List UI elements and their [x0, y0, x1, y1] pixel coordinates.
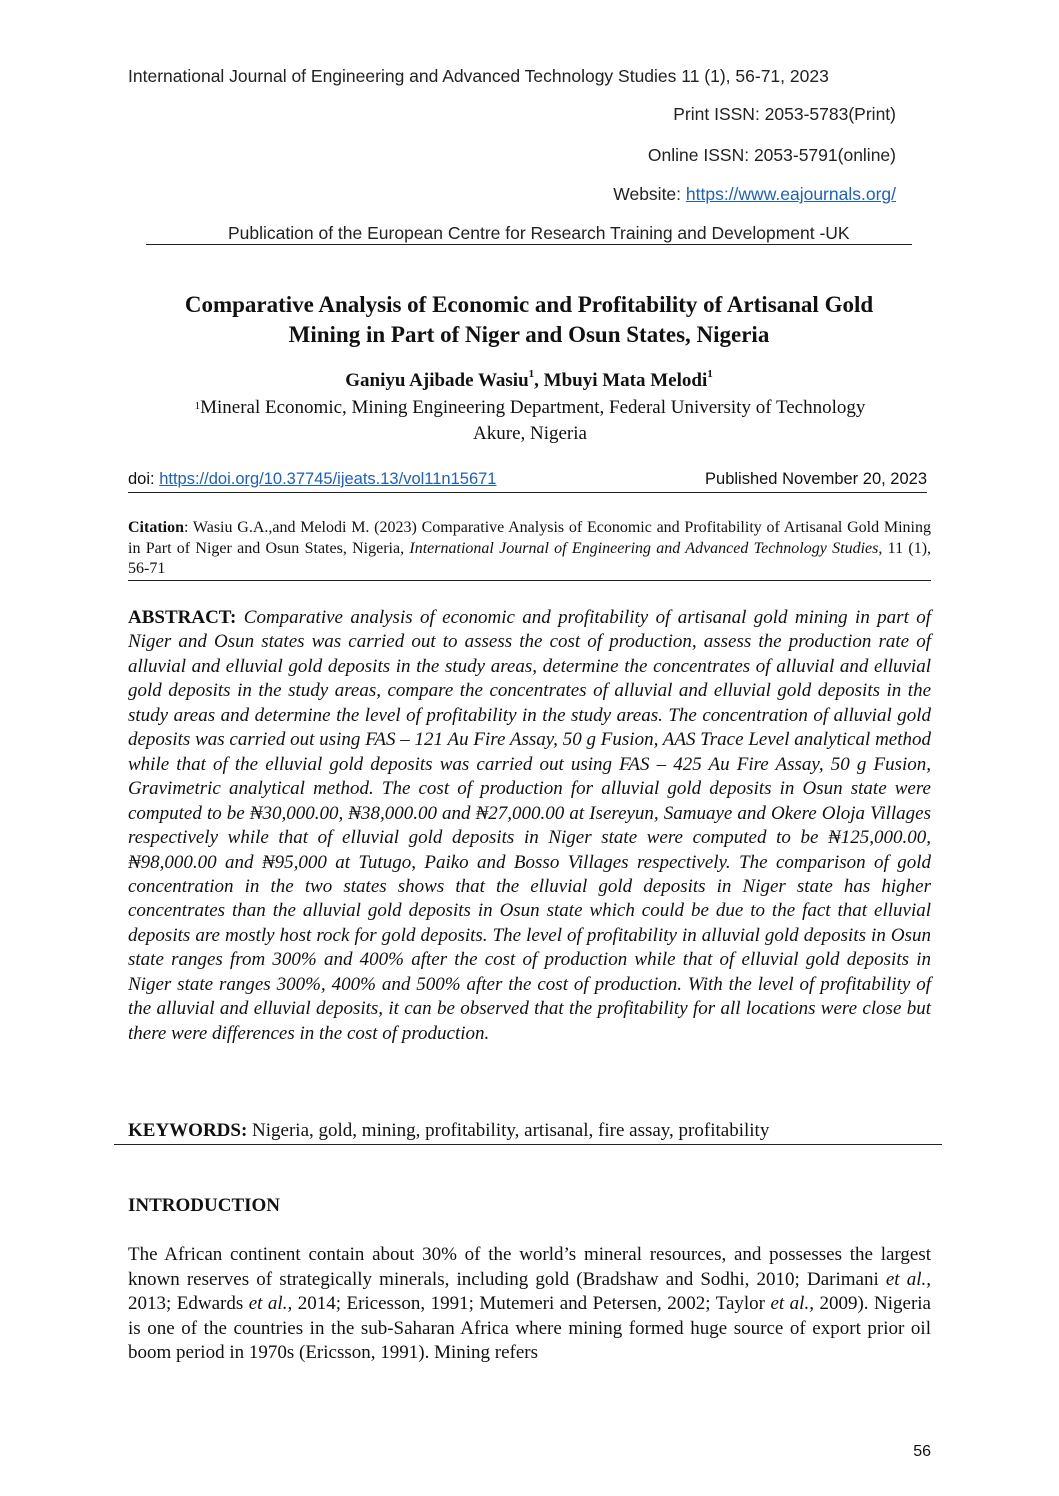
website-label: Website: — [613, 184, 686, 204]
published-date: Published November 20, 2023 — [705, 470, 927, 488]
intro-etal-3: et al., — [770, 1293, 814, 1315]
author-1-mark: 1 — [528, 368, 535, 380]
keywords-text: Nigeria, gold, mining, profitability, artisanal, fire assay, profitability — [247, 1120, 770, 1141]
affiliation-mark: 1 — [194, 400, 201, 412]
section-heading-introduction: INTRODUCTION — [128, 1195, 281, 1216]
online-issn: Online ISSN: 2053-5791(online) — [647, 145, 896, 165]
intro-etal-2: et al., — [248, 1293, 293, 1315]
doi-link[interactable]: https://doi.org/10.37745/ijeats.13/vol11n15671 — [159, 470, 497, 488]
article-title — [120, 290, 938, 350]
doi-line — [128, 470, 496, 489]
abstract-label: ABSTRACT: — [128, 607, 237, 628]
citation-journal: International Journal of Engineering and Advanced Technology Studies — [409, 539, 879, 557]
introduction-paragraph — [128, 1243, 931, 1366]
keywords-label: KEYWORDS: — [128, 1120, 248, 1141]
keywords — [128, 1120, 769, 1142]
keywords-rule — [114, 1144, 942, 1145]
journal-line: International Journal of Engineering and Advanced Technology Studies 11 (1), 56-71, 2023 — [128, 66, 829, 86]
author-2-mark: 1 — [707, 368, 713, 380]
intro-text-3: 2014; Ericesson, 1991; Mutemeri and Petersen, 2002; Taylor — [292, 1293, 771, 1315]
affiliation-line-1: Mineral Economic, Mining Engineering Department, Federal University of Technology — [200, 397, 866, 418]
title-line-1: Comparative Analysis of Economic and Profitability of Artisanal Gold — [184, 292, 874, 317]
affiliation — [150, 395, 910, 447]
doi-rule — [128, 492, 927, 493]
print-issn: Print ISSN: 2053-5783(Print) — [673, 104, 896, 124]
publisher-line: Publication of the European Centre for Research Training and Development -UK — [228, 223, 850, 243]
authors — [120, 370, 938, 392]
doi-label: doi: — [128, 470, 160, 488]
title-line-2: Mining in Part of Niger and Osun States, Nigeria — [288, 322, 770, 347]
citation-text: : Wasiu G.A.,and Melodi M. (2023) Comparative Analysis of Economic and Profitability of Artisanal Gold Mining in Part of Niger and Osun States, Nigeria, — [128, 519, 931, 557]
citation-label: Citation — [128, 519, 184, 536]
intro-text-4: 2009). Nigeria is one of the countries in the sub-Saharan Africa where mining formed huge source of export prior oil boom period in 1970s (Ericsson, 1991). Mining refers — [128, 1293, 931, 1364]
affiliation-line-2: Akure, Nigeria — [473, 423, 587, 444]
citation — [128, 518, 931, 580]
abstract-text: Comparative analysis of economic and profitability of artisanal gold mining in part of Niger and Osun states was carried out to assess the cost of production, assess the production rate of alluvial and elluvial gold deposits in the study areas, determine the concentrates of alluvial and elluvial gold deposits in the study areas, compare the concentrates of alluvial and elluvial gold deposits in the study areas and determine the level of profitability in the study areas. The concentration of alluvial gold deposits was carried out using FAS – 121 Au Fire Assay, 50 g Fusion, AAS Trace Level analytical method while that of the elluvial gold deposits was carried out using FAS – 425 Au Fire Assay, 50 g Fusion, Gravimetric analytical method. The cost of production for alluvial gold deposits in Osun state were computed to be ₦30,000.00, ₦38,000.00 and ₦27,000.00 at Isereyun, Samuaye and Okere Oloja Villages respectively while that of elluvial gold deposits in Niger state were computed to be ₦125,000.00, ₦98,000.00 and ₦95,000 at Tutugo, Paiko and Bosso Villages respectively. The comparison of gold concentration in the two states shows that the elluvial gold deposits in Niger state has higher concentrates than the alluvial gold deposits in Osun state which could be due to the fact that elluvial deposits are mostly host rock for gold deposits. The level of profitability in alluvial gold deposits in Osun state ranges from 300% and 400% after the cost of production while that of elluvial gold deposits in Niger state ranges 300%, 400% and 500% after the cost of production. With the level of profitability of the alluvial and elluvial deposits, it can be observed that the profitability for all locations were close but there were differences in the cost of production. — [128, 607, 931, 1044]
abstract — [128, 606, 931, 1046]
intro-etal-1: et al., — [885, 1268, 931, 1290]
website-link[interactable]: https://www.eajournals.org/ — [685, 184, 896, 204]
author-2: Mbuyi Mata Melodi — [543, 370, 708, 391]
citation-rule — [128, 580, 931, 581]
citation-volume: , 11 (1), 56-71 — [128, 539, 932, 577]
intro-text-2: 2013; Edwards — [128, 1293, 249, 1315]
author-separator: , — [534, 370, 544, 391]
intro-text-1: The African continent contain about 30% of the world’s mineral resources, and possesses the largest known reserves of strategically minerals, including gold (Bradshaw and Sodhi, 2010; Darimani — [128, 1244, 931, 1290]
header-rule — [146, 244, 912, 245]
page-number: 56 — [913, 1443, 931, 1460]
author-1: Ganiyu Ajibade Wasiu — [345, 370, 529, 391]
website-line — [613, 184, 896, 205]
